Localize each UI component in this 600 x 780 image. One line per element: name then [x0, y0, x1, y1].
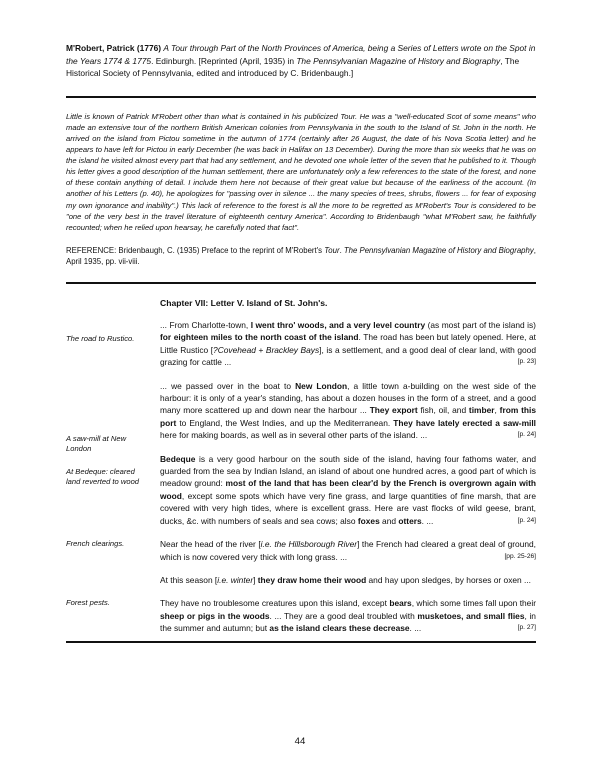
citation: [66, 42, 536, 80]
excerpt-section: [66, 574, 536, 586]
excerpt-span: ... we passed over in the boat to: [160, 380, 296, 391]
excerpt-bold: otters: [398, 515, 422, 526]
excerpt-bold: New London: [295, 380, 348, 391]
excerpt-bold: they draw home their wood: [257, 574, 367, 585]
citation-author: M'Robert, Patrick (1776): [66, 43, 162, 53]
reference-note: [66, 245, 536, 268]
reference-journal: The Pennsylvanian Magazine of History and Biography: [343, 245, 534, 255]
excerpt-span: ,: [494, 405, 500, 416]
excerpt-section: [66, 319, 536, 369]
excerpt-span: here for making boards, as well as in several other parts of the island. ...: [160, 430, 428, 441]
excerpt-span: At this season [: [160, 574, 218, 585]
excerpt-span: to England, the West Indies, and up the Mediterranean.: [176, 417, 394, 428]
excerpt-section: [66, 453, 536, 527]
excerpt-italic: i.e. winter: [217, 574, 254, 585]
reference-sep: .: [339, 245, 344, 255]
margin-note: A saw-mill at New London: [66, 433, 127, 454]
citation-text-end: , The Historical Society of Pennsylvania, edited and introduced by C. Bridenbaugh.]: [66, 55, 520, 79]
intro-paragraph: Little is known of Patrick M'Robert other than what is contained in his publicized Tour. He was a "well-educated Scot of some means" who made an extensive tour of the northern British American colonies from Pennsylvania in the south to the Island of St. John in the north. He arrived on the island from Pictou sometime in the autumn of 1774 (certainly after 26 August, the date of his Nova Scotia letter) and he appears to have left for Pictou in early December (he was back in Halifax on 13 December). During the more than six weeks that he was on the island he visited almost every part that had any settlement, and he devoted one whole letter of the seven that he published to it. Though his letter gives a good description of the human settlement, there are unfortunately only a few references to the state of the forest, and none of these contain anything of detail. I include them here not because of their great value but because of the earliness of the account. (In another of his Letters (p. 40), he apologizes for "passing over in silence ... the many species of trees, shrubs, flowers ... for fear of exposing my own ignorance and inability".) This lack of reference to the forest is all the more to be regretted as M'Robert's Tour is considered to be "one of the very best in the travel literature of eighteenth century America". According to Bridenbaugh "what M'Robert saw, he faithfully recounted; when he relied upon hearsay, he carefully noted that fact".: [66, 111, 536, 232]
excerpt-bold: foxes: [357, 515, 380, 526]
excerpt-text: [160, 453, 536, 527]
page-reference: [p. 27]: [517, 624, 536, 632]
excerpt-span: , a little town a-building on the west side of the harbour: it is only of a year's standing, has about a dozen houses in the form of a street, and a good many more scattered up and down near the harbour ...: [160, 380, 536, 416]
excerpt-span: ]: [253, 574, 258, 585]
excerpt-span: ] the French had cleared a great deal of ground, which is now covered very thick with long grass. ...: [160, 539, 536, 562]
excerpt-bold: from this port: [160, 405, 536, 428]
excerpt-span: fish, oil, and: [417, 405, 469, 416]
excerpt-span: . ... They are a good deal troubled with: [269, 610, 418, 621]
excerpt-section: [66, 597, 536, 634]
excerpt-text: [160, 538, 536, 563]
excerpt-span: Near the head of the river [: [160, 539, 261, 550]
excerpt-italic: ?Covehead + Brackley Bays: [213, 344, 320, 355]
reference-text: REFERENCE: Bridenbaugh, C. (1935) Preface to the reprint of M'Robert's: [66, 245, 325, 255]
excerpt-text: [160, 380, 536, 442]
page-reference: [p. 24]: [517, 516, 536, 524]
excerpt-bold: bears: [389, 598, 412, 609]
excerpt-bold: They have lately erected a saw-mill: [393, 417, 537, 428]
excerpt-span: , in the summer and autumn; but: [160, 610, 536, 634]
excerpt-span: They have no troublesome creatures upon this island, except: [160, 598, 390, 609]
divider-rule: [66, 641, 536, 643]
citation-journal: The Pennsylvanian Magazine of History and Biography: [296, 55, 501, 66]
excerpt-bold: for eighteen miles to the north coast of the island: [160, 332, 359, 343]
excerpt-span: and hay upon sledges, by horses or oxen ...: [366, 574, 532, 585]
excerpt-bold: sheep or pigs in the woods: [160, 610, 270, 621]
citation-title: A Tour through Part of the North Provinces of America, being a Series of Letters wrote on the Spot in the Years 1774 & 1775: [66, 43, 536, 66]
excerpt-bold: They export: [369, 405, 418, 416]
excerpt-section: [66, 380, 537, 454]
page-reference: [pp. 25-26]: [504, 552, 536, 560]
reference-text-end: , April 1935, pp. vii-viii.: [66, 245, 536, 267]
page-reference: [p. 23]: [517, 358, 536, 366]
excerpt-text: [160, 597, 536, 634]
excerpt-span: . ...: [409, 623, 422, 634]
excerpt-span: , except some spots which have very fine grass, and large quantities of fine marsh, that are covered with very high tides, where is excellent grass. Here are vast flocks of wild geese, brant, ducks, &c. with numbers of seals and sea cows; also: [160, 490, 536, 526]
document-page: [66, 42, 536, 643]
margin-note: At Bedeque: cleared land reverted to wood: [66, 466, 140, 487]
excerpt-bold: timber: [468, 405, 495, 416]
reference-tour: Tour: [324, 245, 340, 255]
excerpt-bold: as the island clears these decrease: [269, 623, 410, 634]
divider-rule: [66, 282, 536, 284]
page-reference: [p. 24]: [517, 431, 536, 439]
excerpt-span: ... From Charlotte-town,: [160, 320, 251, 330]
excerpt-italic: i.e. the Hillsborough River: [260, 539, 358, 550]
divider-rule: [66, 96, 536, 98]
excerpt-text: [160, 319, 536, 369]
excerpt-span: , which some times fall upon their: [411, 598, 536, 609]
margin-note: Forest pests.: [66, 598, 110, 608]
excerpt-bold: most of the land that has been clear'd by the French is overgrown again with wood: [160, 478, 536, 501]
margin-note: French clearings.: [66, 539, 125, 549]
excerpt-section: [66, 538, 536, 563]
excerpt-span: (as most part of the island is): [425, 320, 536, 330]
margin-note: The road to Rustico.: [66, 334, 135, 343]
excerpt-bold: musketoes, and small flies: [417, 610, 525, 621]
excerpt-span: ], is a settlement, and a good deal of clear land, with good grazing for cattle ...: [160, 344, 536, 368]
citation-text: . Edinburgh. [Reprinted (April, 1935) in: [151, 55, 297, 66]
excerpt-span: . The road has been but lately opened. Here, at Little Rustico [: [160, 332, 536, 355]
excerpt-bold: Bedeque: [160, 453, 196, 464]
excerpt-bold: I went thro' woods, and a very level country: [250, 320, 426, 330]
excerpt-span: and: [379, 515, 399, 526]
excerpt-text: [160, 574, 536, 586]
chapter-title: Chapter VII: Letter V. Island of St. John's.: [160, 298, 328, 308]
excerpt-span: is a very good harbour on the south side of the island, having four fathoms water, and guarded from the sea by Indian Island, an island of about one hundred acres, a good part of which is meadow ground:: [160, 453, 536, 489]
page-number: 44: [294, 736, 306, 747]
excerpt-span: . ...: [421, 515, 434, 526]
